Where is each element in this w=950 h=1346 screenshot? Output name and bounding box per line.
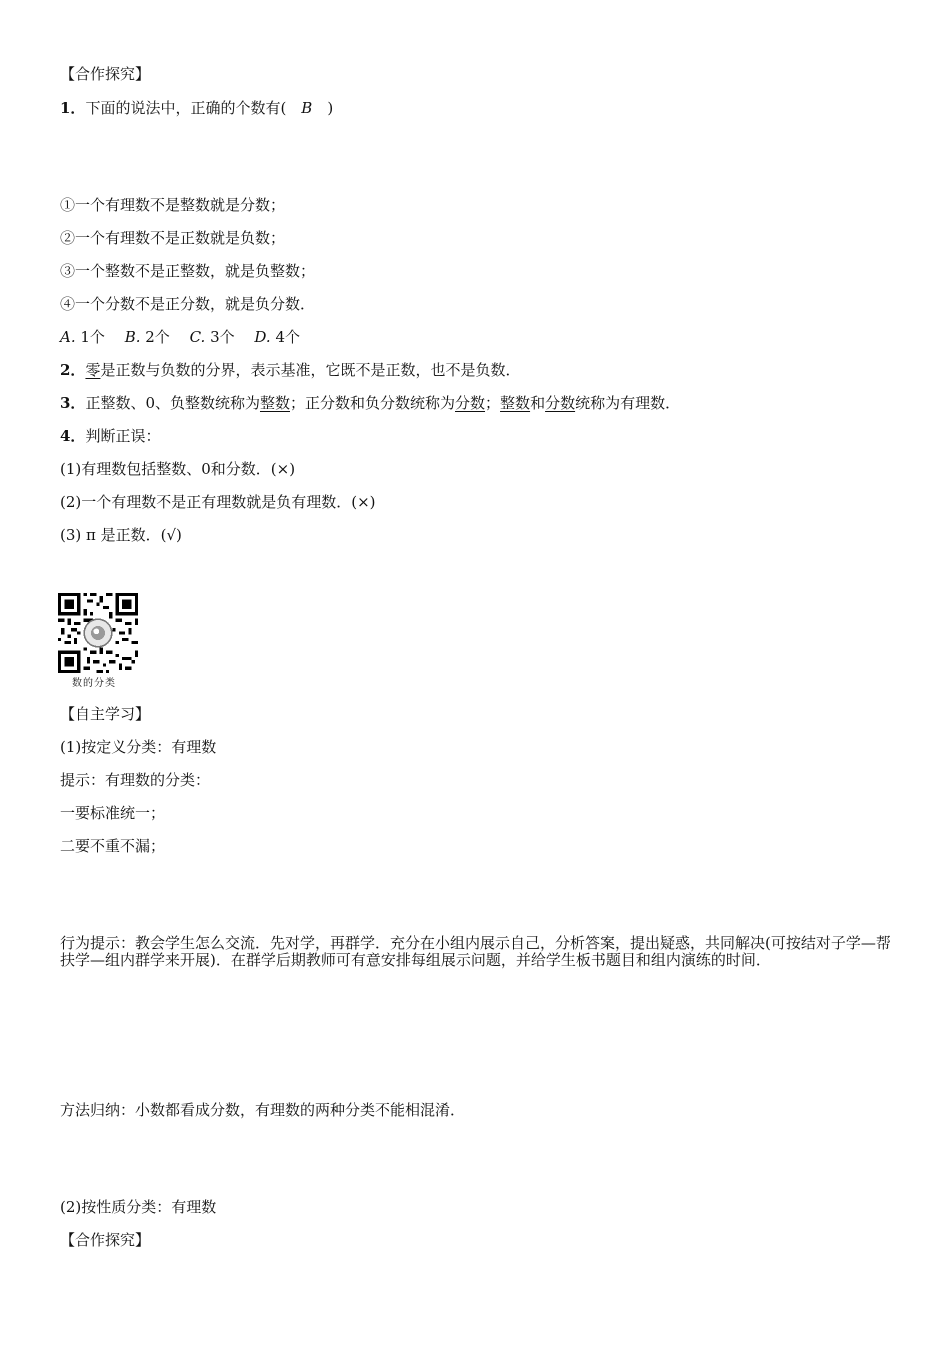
hint-item-1: 一要标准统一； [60,804,166,822]
judgement-item-3: (3) π 是正数．(√) [60,526,182,544]
statement-4: ④一个分数不是正分数，就是负分数． [60,295,316,313]
answer-options [60,327,300,347]
section-heading-cooperative-2: 【合作探究】 [60,1231,151,1249]
question-3-number: 3． [60,394,86,412]
question-1-text: 下面的说法中，正确的个数有( [85,99,302,117]
question-3 [60,393,680,413]
hint-title: 提示：有理数的分类： [60,771,211,789]
question-3-blank-3: 整数 [500,394,531,412]
section-heading-cooperative: 【合作探究】 [60,65,151,83]
question-1-number: 1． [60,99,86,117]
option-a-text: 1个 [75,328,120,346]
question-4 [60,426,160,446]
question-2-text: 是正数与负数的分界，表示基准，它既不是正数，也不是负数． [100,361,521,379]
method-summary: 方法归纳：小数都看成分数，有理数的两种分类不能相混淆． [60,1101,466,1119]
question-3-text-5: 统称为有理数． [575,394,681,412]
question-3-text-1: 正整数、0、负整数统称为 [85,394,260,412]
option-b-letter: B. [124,328,141,346]
question-3-text-4: 和 [530,394,546,412]
option-a-letter: A. [60,328,76,346]
question-4-number: 4． [60,427,86,445]
question-2-blank: 零 [85,361,101,379]
judgement-item-2: (2)一个有理数不是正有理数就是负有理数．(×) [60,493,376,511]
option-d-letter: D. [254,328,271,346]
hint-item-2: 二要不重不漏； [60,837,166,855]
question-3-text-3: ； [485,394,501,412]
statement-3: ③一个整数不是正整数，就是负整数； [60,262,316,280]
property-classification: (2)按性质分类：有理数 [60,1198,217,1216]
judgement-item-1: (1)有理数包括整数、0和分数．(×) [60,460,296,478]
question-3-blank-1: 整数 [259,394,290,412]
option-b-text: 2个 [140,328,185,346]
question-4-title: 判断正误： [85,427,161,445]
option-d-text: 4个 [270,328,300,346]
definition-classification: (1)按定义分类：有理数 [60,738,217,756]
behavior-hint-paragraph: 行为提示：教会学生怎么交流．先对学，再群学．充分在小组内展示自己，分析答案，提出疑惑，共同解决(可按结对子学—帮扶学—组内群学来开展)．在群学后期教师可有意安排每组展示问题，并给学生板书题目和组内演练的时间． [60,934,891,969]
qr-code-image [58,593,138,673]
question-2-number: 2． [60,361,86,379]
question-2 [60,360,520,380]
option-c-letter: C. [189,328,206,346]
question-1-answer: B [301,99,313,117]
qr-caption: 数的分类 [72,678,116,689]
statement-2: ②一个有理数不是正数就是负数； [60,229,286,247]
option-c-text: 3个 [205,328,250,346]
question-3-text-2: ；正分数和负分数统称为 [290,394,456,412]
statement-1: ①一个有理数不是整数就是分数； [60,196,286,214]
question-3-blank-2: 分数 [455,394,486,412]
question-3-blank-4: 分数 [545,394,576,412]
question-1 [60,98,333,118]
section-heading-self-study: 【自主学习】 [60,705,151,723]
question-1-close: ) [312,99,334,117]
